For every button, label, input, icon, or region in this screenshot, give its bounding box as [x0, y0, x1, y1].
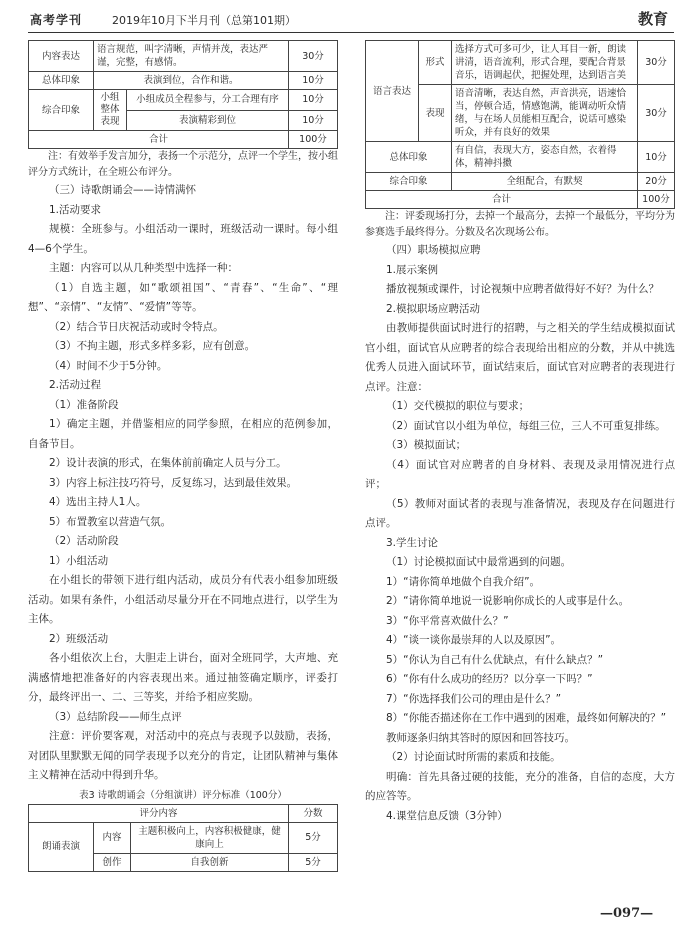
list-item: 5）布置教室以营造气氛。	[49, 515, 172, 528]
table-row: 综合印象 全组配合，有默契 20分	[366, 173, 675, 191]
list-item: （1）讨论模拟面试中最常遇到的问题。	[386, 556, 572, 568]
table-row: 评分内容 分数	[29, 804, 338, 822]
issue-info: 2019年10月下半月刊（总第101期）	[112, 14, 296, 27]
journal-name: 高考学刊	[30, 13, 83, 27]
table-row: 语言表达 形式 选择方式可多可少，让人耳目一新，朗读讲清，语音流利，形式合理，要配合背景音乐，语调起伏，把握处理，达到语言美 30分	[366, 41, 675, 85]
subheading: 3.学生讨论	[386, 536, 439, 549]
list-item: （2）面试官以小组为单位，每组三位，三人不可重复排练。	[386, 419, 666, 432]
table-row: 合计 100分	[29, 131, 338, 149]
right-column	[365, 40, 675, 826]
subheading: 1.活动要求	[49, 203, 102, 216]
table-row: 综合印象 小组整体表现 小组成员全程参与，分工合理有序 10分	[29, 90, 338, 111]
paragraph: 在小组长的带领下进行组内活动，成员分有代表小组参加班级活动。如果有条件，小组活动尽量分开在不同地点进行，以学生为主体。	[28, 574, 338, 625]
table-note: 注：评委现场打分，去掉一个最高分，去掉一个最低分，平均分为参赛选手最终得分。分数及名次现场公布。	[365, 211, 675, 238]
evaluation-table-top	[28, 40, 338, 149]
subheading: （2）活动阶段	[49, 535, 119, 547]
paragraph: 播放视频或课件，讨论视频中应聘者做得好不好？为什么？	[386, 283, 659, 295]
subheading: 1）小组活动	[49, 554, 109, 567]
section-heading: （四）职场模拟应聘	[386, 244, 481, 256]
list-item: 3）内容上标注技巧符号，反复练习，达到最佳效果。	[49, 476, 298, 489]
list-item: （3）模拟面试；	[386, 439, 467, 451]
table-row: 创作 自我创新 5分	[29, 853, 338, 871]
list-item: （1）自选主题，如“歌颂祖国”、“青春”、“生命”、“理想”、“亲情”、“友情”、“爱情”等等。	[28, 281, 338, 313]
table-row: 表演精彩到位 10分	[29, 110, 338, 131]
section-heading: （三）诗歌朗诵会——诗情满怀	[49, 184, 196, 196]
table-row: 内容表达 语言规范，叫字清晰，声情并茂，表达严谨，完整，有感情。 30分	[29, 41, 338, 72]
subheading: 2.活动过程	[49, 379, 102, 391]
table-row: 表现 语音清晰，表达自然，声音洪亮，语速恰当，停顿合适，情感饱满，能调动听众情绪，与在场人员能相互配合，说话可感染听众，并有良好的效果 30分	[366, 85, 675, 142]
list-item: （5）教师对面试者的表现与准备情况，表现及存在问题进行点评。	[365, 497, 675, 529]
list-item: 2）“请你简单地说一说影响你成长的人或事是什么。	[386, 595, 630, 607]
subheading: （1）准备阶段	[49, 398, 119, 411]
table-row: 合计 100分	[366, 191, 675, 209]
evaluation-table-bottom	[28, 804, 338, 872]
section-label: 教育	[637, 10, 668, 28]
list-item: 4）选出主持人1人。	[49, 496, 147, 508]
running-header	[28, 6, 674, 33]
list-item: 1）确定主题，并借鉴相应的同学参照，在相应的范例参加，自备节目。	[28, 418, 338, 450]
subheading: （3）总结阶段——师生点评	[49, 710, 182, 723]
paragraph: 明确：首先具备过硬的技能，充分的准备，自信的态度，大方的应答等。	[365, 770, 675, 802]
evaluation-table-right	[365, 40, 675, 209]
list-item: （1）交代模拟的职位与要求；	[386, 400, 530, 412]
paragraph: 各小组依次上台，大胆走上讲台，面对全班同学，大声地、充满感情地把准备好的内容表现出来。通过抽签确定顺序，评委打分，最终评出一、二、三等奖，并给予相应奖励。	[28, 652, 338, 703]
list-item: 5）“你认为自己有什么优缺点，有什么缺点？”	[386, 653, 604, 666]
subheading: 2）班级活动	[49, 632, 109, 645]
list-item: （4）面试官对应聘者的自身材料、表现及录用情况进行点评；	[365, 458, 675, 490]
list-item: 2）设计表演的形式，在集体前前确定人员与分工。	[49, 457, 287, 469]
list-item: 4）“谈一谈你最崇拜的人以及原因”。	[386, 634, 562, 646]
table-note: 注：有效举手发言加分，表扬一个示范分，点评一个学生，按小组评分方式统计，在全班公布评分。	[28, 151, 338, 178]
list-item: 6）“你有什么成功的经历？以分享一下吗？”	[386, 673, 593, 685]
list-item: （4）时间不少于5分钟。	[49, 359, 168, 372]
table-row: 朗诵表演 内容 主题积极向上，内容积极健康，健康向上 5分	[29, 822, 338, 853]
list-item: （2）结合节日庆祝活动或时令特点。	[49, 320, 224, 333]
paragraph: 注意：评价要客观，对活动中的亮点与表现予以鼓励，表扬，对团队里默默无闻的同学表现予以充分的肯定，让团队精神与集体主义精神在活动中得到升华。	[28, 730, 338, 781]
page-number: —097—	[600, 906, 654, 921]
subheading: 2.模拟职场应聘活动	[386, 302, 481, 315]
list-item: （2）讨论面试时所需的素质和技能。	[386, 751, 561, 763]
paragraph: 由教师提供面试时进行的招聘，与之相关的学生结成模拟面试官小组，面试官从应聘者的综合表现给出相应的分数，并从中挑选优秀人员进入面试环节，面试结束后，面试官对应聘者的表现进行点评。注意：	[365, 322, 675, 393]
list-item: 7）“你选择我们公司的理由是什么？”	[386, 692, 562, 705]
list-item: 3）“你平常喜欢做什么？”	[386, 614, 509, 627]
table-row: 总体印象 表演到位，合作和谐。 10分	[29, 72, 338, 90]
list-item: （3）不拘主题，形式多样多彩，应有创意。	[49, 340, 256, 352]
subheading: 1.展示案例	[386, 263, 439, 276]
left-column	[28, 40, 338, 872]
table-caption: 表3 诗歌朗诵会（分组演讲）评分标准（100分）	[79, 789, 287, 801]
subheading: 4.课堂信息反馈（3分钟）	[386, 809, 508, 822]
paragraph: 主题：内容可以从几种类型中选择一种：	[49, 262, 238, 274]
list-item: 8）“你能否描述你在工作中遇到的困难，最终如何解决的？”	[386, 712, 667, 724]
paragraph: 规模：全班参与。小组活动一课时，班级活动一课时。每小组4—6个学生。	[28, 223, 338, 255]
paragraph: 教师逐条归纳其答时的原因和回答技巧。	[386, 731, 575, 744]
list-item: 1）“请你简单地做个自我介绍”。	[386, 575, 541, 588]
table-row: 总体印象 有自信，表现大方，姿态自然，衣着得体，精神抖擞 10分	[366, 142, 675, 173]
